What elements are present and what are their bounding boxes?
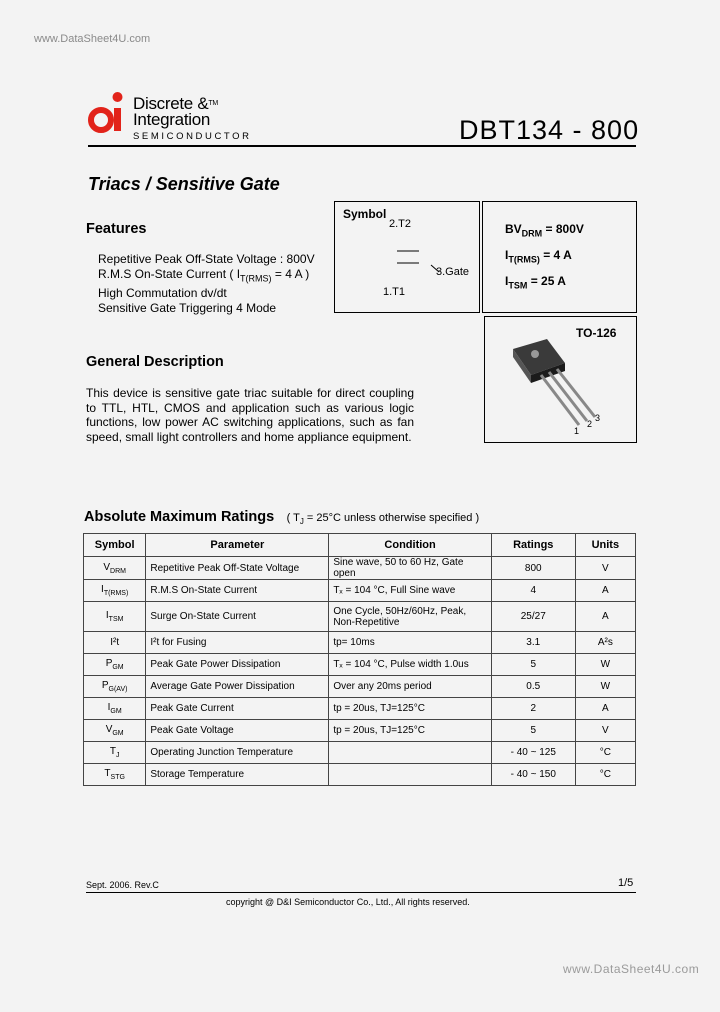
rating-cell: 25/27 [491, 602, 575, 632]
table-row [84, 632, 636, 654]
package-label: TO-126 [576, 326, 617, 340]
pin2-label: 2 [587, 419, 593, 429]
rating-cell: 4 [491, 580, 575, 602]
symbol-cell: $T_J$ [84, 742, 146, 764]
parameter-cell: Peak Gate Voltage [146, 720, 329, 742]
table-row [84, 720, 636, 742]
table-row [84, 676, 636, 698]
ratings-heading-row [84, 508, 479, 526]
feature-item: Sensitive Gate Triggering 4 Mode [98, 301, 277, 316]
col-ratings: Ratings [491, 534, 575, 557]
spec-bvdrm: $BV_{DRM} = 800V$ [505, 222, 584, 239]
feature-item: Repetitive Peak Off-State Voltage : 800V [98, 252, 315, 266]
unit-cell: A²s [575, 632, 635, 654]
parameter-cell: I²t for Fusing [146, 632, 329, 654]
general-description-heading: General Description [86, 354, 224, 370]
watermark-top[interactable]: www.DataSheet4U.com [34, 33, 151, 45]
rating-cell: - 40 ~ 150 [491, 764, 575, 786]
unit-cell: A [575, 602, 635, 632]
pin1-label: 1 [574, 426, 580, 436]
table-row [84, 742, 636, 764]
pin3-label: 3 [595, 413, 601, 423]
company-name: Discrete &™ Integration SEMICONDUCTOR [133, 94, 252, 142]
t2-label: 2.T2 [389, 218, 412, 230]
footer-rule [86, 892, 636, 893]
key-specs-box [482, 201, 637, 313]
ratings-table [83, 533, 636, 786]
table-row [84, 580, 636, 602]
rating-cell: 2 [491, 698, 575, 720]
unit-cell: °C [575, 764, 635, 786]
ratings-condition-note: ( $T_J = 25^\circ C$ unless otherwise specified ) [286, 512, 480, 527]
part-number: DBT134 - 800 [459, 115, 640, 145]
unit-cell: A [575, 580, 635, 602]
parameter-cell: Storage Temperature [146, 764, 329, 786]
condition-cell: One Cycle, 50Hz/60Hz, Peak, Non-Repetitive [329, 602, 492, 632]
parameter-cell: Surge On-State Current [146, 602, 329, 632]
parameter-cell: Peak Gate Current [146, 698, 329, 720]
section-title: Triacs / Sensitive Gate [88, 174, 280, 194]
spec-itrms: $I_{T(RMS)} = 4$ A [505, 248, 572, 265]
feature-item: High Commutation dv/dt [98, 286, 227, 301]
rating-cell: 800 [491, 557, 575, 580]
company-logo-icon [88, 89, 124, 133]
col-condition: Condition [329, 534, 492, 557]
col-units: Units [575, 534, 635, 557]
parameter-cell: Repetitive Peak Off-State Voltage [146, 557, 329, 580]
footer-date: Sept. 2006. Rev.C [86, 880, 159, 890]
table-row [84, 698, 636, 720]
features-heading: Features [86, 221, 147, 237]
table-header-row [84, 534, 636, 557]
symbol-cell: $V_{DRM}$ [84, 557, 146, 580]
condition-cell: tp = 20us, TJ=125°C [329, 720, 492, 742]
table-row [84, 557, 636, 580]
symbol-title: Symbol [343, 207, 387, 221]
unit-cell: A [575, 698, 635, 720]
col-parameter: Parameter [146, 534, 329, 557]
symbol-cell: $I_{GM}$ [84, 698, 146, 720]
unit-cell: W [575, 654, 635, 676]
table-row [84, 654, 636, 676]
feature-item: R.M.S On-State Current ( $I_{T(RMS)} = 4$ A ) [98, 267, 310, 284]
condition-cell: Tₓ = 104 °C, Full Sine wave [329, 580, 492, 602]
rating-cell: 3.1 [491, 632, 575, 654]
page-number: 1/5 [618, 877, 634, 889]
symbol-cell: $P_{GM}$ [84, 654, 146, 676]
condition-cell: Sine wave, 50 to 60 Hz, Gate open [329, 557, 492, 580]
ratings-heading: Absolute Maximum Ratings [84, 509, 275, 525]
t1-label: 1.T1 [383, 286, 406, 298]
trademark: TM [208, 100, 218, 107]
parameter-cell: Peak Gate Power Dissipation [146, 654, 329, 676]
condition-cell [329, 764, 492, 786]
symbol-cell: $I_{T(RMS)}$ [84, 580, 146, 602]
gate-label: 3.Gate [436, 266, 470, 278]
symbol-cell: $P_{G(AV)}$ [84, 676, 146, 698]
spec-itsm: $I_{TSM} = 25$ A [505, 274, 566, 291]
condition-cell [329, 742, 492, 764]
features-list [98, 252, 315, 316]
condition-cell: tp= 10ms [329, 632, 492, 654]
parameter-cell: Average Gate Power Dissipation [146, 676, 329, 698]
rating-cell: 0.5 [491, 676, 575, 698]
watermark-bottom[interactable]: www.DataSheet4U.com [563, 962, 700, 976]
symbol-box [334, 201, 480, 313]
unit-cell: V [575, 720, 635, 742]
col-symbol: Symbol [84, 534, 146, 557]
package-box [484, 316, 637, 443]
header-rule [88, 145, 636, 147]
parameter-cell: R.M.S On-State Current [146, 580, 329, 602]
condition-cell: tp = 20us, TJ=125°C [329, 698, 492, 720]
unit-cell: W [575, 676, 635, 698]
rating-cell: 5 [491, 720, 575, 742]
parameter-cell: Operating Junction Temperature [146, 742, 329, 764]
symbol-cell: $T_{STG}$ [84, 764, 146, 786]
unit-cell: V [575, 557, 635, 580]
table-row [84, 764, 636, 786]
rating-cell: - 40 ~ 125 [491, 742, 575, 764]
symbol-cell: $V_{GM}$ [84, 720, 146, 742]
unit-cell: °C [575, 742, 635, 764]
copyright: copyright @ D&I Semiconductor Co., Ltd., All rights reserved. [226, 897, 470, 907]
condition-cell: Over any 20ms period [329, 676, 492, 698]
general-description-text: This device is sensitive gate triac suitable for direct coupling to TTL, HTL, CMOS and application such as various logic functions, low power AC switching applications, such as fan speed, small light controllers and home appliance equipment. [86, 386, 414, 444]
rating-cell: 5 [491, 654, 575, 676]
symbol-cell: I²t [84, 632, 146, 654]
symbol-cell: $I_{TSM}$ [84, 602, 146, 632]
condition-cell: Tₓ = 104 °C, Pulse width 1.0us [329, 654, 492, 676]
table-row [84, 602, 636, 632]
